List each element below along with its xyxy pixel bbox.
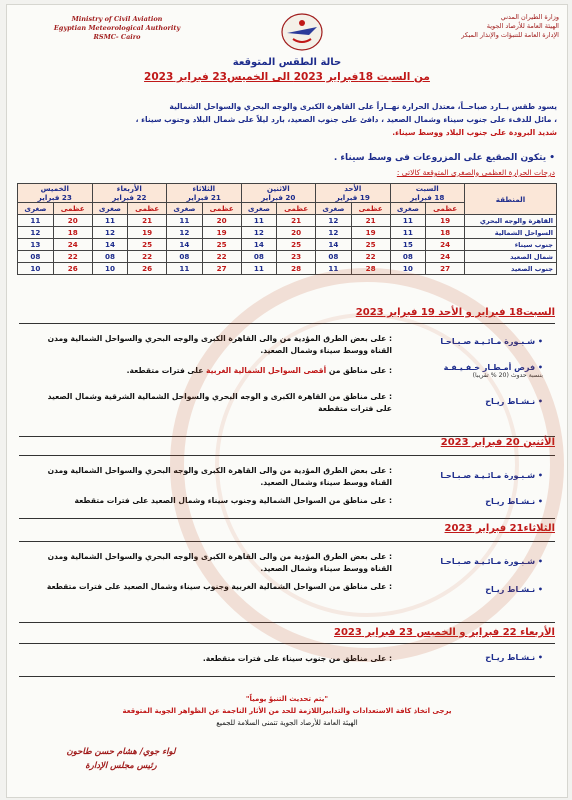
day-header: الاثنين 20 فبراير (241, 184, 315, 203)
table-row (18, 227, 557, 239)
max-temp-cell: 25 (351, 239, 390, 251)
safety-wish: الهيئة العامة للأرصاد الجوية تتمنى السلامة للجميع (216, 719, 358, 727)
max-label: عظمى (53, 203, 92, 215)
min-temp-cell: 08 (390, 251, 426, 263)
min-temp-cell: 08 (92, 251, 128, 263)
max-label: عظمى (128, 203, 167, 215)
max-label: عظمى (202, 203, 241, 215)
item-text: : على مناطق من جنوب سيناء على فترات متقطعة. (202, 654, 392, 663)
max-temp-cell: 20 (277, 227, 316, 239)
max-temp-cell: 19 (128, 227, 167, 239)
min-label: صغرى (167, 203, 203, 215)
day-header: الثلاثاء 21 فبراير (167, 184, 241, 203)
authority-en: Egyptian Meteorological Authority (53, 24, 181, 32)
item-text: : على بعض الطرق المؤدية من والى القاهرة الكبرى والوجه البحري والسواحل الشمالية ومدن القناة ووسط سيناء وشمال الصعيد. (47, 552, 392, 573)
max-temp-cell: 24 (53, 239, 92, 251)
min-temp-cell: 08 (316, 251, 352, 263)
region-cell: شمال الصعيد (465, 251, 557, 263)
table-row (18, 239, 557, 251)
max-temp-cell: 19 (202, 227, 241, 239)
update-note: "يتم تحديث التنبؤ يومياً" (245, 695, 329, 703)
min-temp-cell: 13 (18, 239, 54, 251)
summary-paragraph (27, 100, 557, 139)
day-header: الخميس 23 فبراير (18, 184, 93, 203)
max-temp-cell: 20 (202, 215, 241, 227)
table-body (18, 215, 557, 275)
region-cell: جنوب الصعيد (465, 263, 557, 275)
region-cell: جنوب سيناء (465, 239, 557, 251)
max-temp-cell: 22 (53, 251, 92, 263)
min-temp-cell: 12 (241, 227, 277, 239)
min-temp-cell: 08 (167, 251, 203, 263)
section-title: السبت18 فبراير و الأحد 19 فبراير 2023 (355, 307, 555, 318)
table-row (18, 251, 557, 263)
summary-line-3: شديد البرودة على جنوب البلاد ووسط سيناء. (392, 128, 557, 137)
min-temp-cell: 11 (92, 215, 128, 227)
ema-logo-icon (279, 11, 325, 53)
table-row (18, 215, 557, 227)
max-temp-cell: 26 (128, 263, 167, 275)
min-temp-cell: 11 (18, 215, 54, 227)
min-label: صغرى (241, 203, 277, 215)
min-temp-cell: 12 (18, 227, 54, 239)
item-label: • نـشـاط ريـاح (485, 585, 543, 594)
max-temp-cell: 18 (426, 227, 465, 239)
min-temp-cell: 12 (167, 227, 203, 239)
ministry-en: Ministry of Civil Aviation (71, 15, 163, 23)
department-ar: الإدارة العامة للتنبؤات والإنذار المبكر (461, 31, 559, 39)
temps-note: درجات الحرارة العظمى والصغرى المتوقعة كالاتى : (396, 168, 555, 177)
min-temp-cell: 15 (390, 239, 426, 251)
item-text: : على مناطق من القاهرة الكبرى و الوجه البحري والسواحل الشمالية الشرقية وشمال الصعيد على فترات متقطعة (47, 392, 392, 413)
min-label: صغرى (18, 203, 54, 215)
item-label: • شـبـورة مـائـيـة صـبـاحـا (440, 337, 543, 346)
min-temp-cell: 12 (316, 215, 352, 227)
min-temp-cell: 12 (92, 227, 128, 239)
item-text: : على مناطق من أقصى السواحل الشمالية الغربية على فترات متقطعة. (126, 366, 392, 375)
item-label: • نـشـاط ريـاح (485, 497, 543, 506)
day-header: الأربعاء 22 فبراير (92, 184, 166, 203)
summary-line-2: ، مائل للدفء على جنوب سيناء وشمال الصعيد ، دافئ على جنوب الصعيد، بارد ليلاً على شمال البلاد وجنوب سيناء ، (135, 115, 557, 124)
max-temp-cell: 24 (426, 239, 465, 251)
max-temp-cell: 19 (351, 227, 390, 239)
max-temp-cell: 22 (128, 251, 167, 263)
max-temp-cell: 27 (202, 263, 241, 275)
max-temp-cell: 22 (351, 251, 390, 263)
day-header: السبت 18 فبراير (390, 184, 464, 203)
max-temp-cell: 23 (277, 251, 316, 263)
advice-note: يرجى اتخاذ كافة الاستعدادات والتدابيراللازمة للحد من الأثار الناجمة عن الظواهر الجوية المتوقعة (122, 707, 452, 715)
max-temp-cell: 20 (53, 215, 92, 227)
min-label: صغرى (92, 203, 128, 215)
temperature-table (17, 183, 557, 275)
min-temp-cell: 08 (18, 251, 54, 263)
signature-title: رئيس مجلس الإدارة (85, 761, 157, 771)
min-temp-cell: 11 (167, 263, 203, 275)
min-temp-cell: 14 (316, 239, 352, 251)
min-temp-cell: 11 (390, 215, 426, 227)
max-temp-cell: 25 (202, 239, 241, 251)
section-title: الثلاثاء21 فبراير 2023 (444, 523, 555, 534)
min-temp-cell: 12 (316, 227, 352, 239)
header-arabic (399, 13, 559, 40)
max-label: عظمى (277, 203, 316, 215)
item-text: : على بعض الطرق المؤدية من والى القاهرة الكبرى والوجه البحري والسواحل الشمالية ومدن القناة ووسط سيناء وشمال الصعيد. (47, 334, 392, 355)
region-cell: السواحل الشمالية (465, 227, 557, 239)
day-header: الأحد 19 فبراير (316, 184, 390, 203)
max-temp-cell: 21 (277, 215, 316, 227)
max-temp-cell: 19 (426, 215, 465, 227)
min-label: صغرى (390, 203, 426, 215)
max-temp-cell: 28 (351, 263, 390, 275)
item-label: • فرص أمـطـار خـفـيـفـة بنسبة حدوث (20 % تقريبا) (443, 363, 543, 379)
frost-text: يتكون الصقيع على المزروعات فى وسط سيناء . (333, 153, 547, 163)
item-label: • شـبـورة مـائـيـة صـبـاحـا (440, 471, 543, 480)
forecast-page (6, 4, 568, 798)
header-english (47, 15, 187, 42)
item-label: • شـبـورة مـائـيـة صـبـاحـا (440, 557, 543, 566)
item-text: : على مناطق من السواحل الشمالية الغربية وجنوب سيناء وشمال الصعيد على فترات متقطعة (46, 582, 392, 591)
max-label: عظمى (426, 203, 465, 215)
min-temp-cell: 10 (18, 263, 54, 275)
table-header-row (18, 184, 557, 203)
max-temp-cell: 24 (426, 251, 465, 263)
min-temp-cell: 11 (241, 215, 277, 227)
min-temp-cell: 14 (241, 239, 277, 251)
min-temp-cell: 14 (167, 239, 203, 251)
max-temp-cell: 27 (426, 263, 465, 275)
min-temp-cell: 11 (390, 227, 426, 239)
signature-name: لواء جوي/ هشام حسن طاحون (66, 747, 176, 757)
page-title: حالة الطقس المتوقعة (232, 57, 342, 68)
min-temp-cell: 10 (92, 263, 128, 275)
authority-ar: الهيئة العامة للأرصاد الجوية (486, 22, 559, 30)
frost-bullet: • يتكون الصقيع على المزروعات فى وسط سيناء . (333, 153, 555, 163)
min-temp-cell: 11 (316, 263, 352, 275)
max-label: عظمى (351, 203, 390, 215)
item-label: • نـشـاط ريـاح (485, 397, 543, 406)
rsmc-en: RSMC- Cairo (93, 33, 141, 41)
min-temp-cell: 11 (241, 263, 277, 275)
min-temp-cell: 08 (241, 251, 277, 263)
max-temp-cell: 28 (277, 263, 316, 275)
max-temp-cell: 26 (53, 263, 92, 275)
min-temp-cell: 10 (390, 263, 426, 275)
section-title: الأثنين 20 فبراير 2023 (440, 437, 555, 448)
summary-line-1: يسود طقس بــارد صباحــاً، معتدل الحرارة نهــاراً على القاهرة الكبرى والوجه البحري والسواحل الشمالية (169, 102, 557, 111)
max-temp-cell: 18 (53, 227, 92, 239)
page-subtitle: من السبت 18فبراير 2023 الى الخميس23 فبراير 2023 (144, 71, 430, 83)
item-text: : على مناطق من السواحل الشمالية وجنوب سيناء وشمال الصعيد على فترات متقطعة (74, 496, 392, 505)
max-temp-cell: 25 (128, 239, 167, 251)
max-temp-cell: 21 (351, 215, 390, 227)
region-header: المنطقة (465, 184, 557, 215)
ministry-ar: وزارة الطيران المدني (500, 13, 559, 21)
min-temp-cell: 14 (92, 239, 128, 251)
region-cell: القاهرة والوجه البحري (465, 215, 557, 227)
min-temp-cell: 11 (167, 215, 203, 227)
item-label: • نـشـاط ريـاح (485, 653, 543, 662)
item-text: : على بعض الطرق المؤدية من والى القاهرة الكبرى والوجه البحري والسواحل الشمالية ومدن القناة ووسط سيناء وشمال الصعيد. (47, 466, 392, 487)
max-temp-cell: 22 (202, 251, 241, 263)
max-temp-cell: 21 (128, 215, 167, 227)
min-label: صغرى (316, 203, 352, 215)
table-row (18, 263, 557, 275)
section-title: الأربعاء 22 فبراير و الخميس 23 فبراير 2023 (333, 627, 555, 638)
max-temp-cell: 25 (277, 239, 316, 251)
